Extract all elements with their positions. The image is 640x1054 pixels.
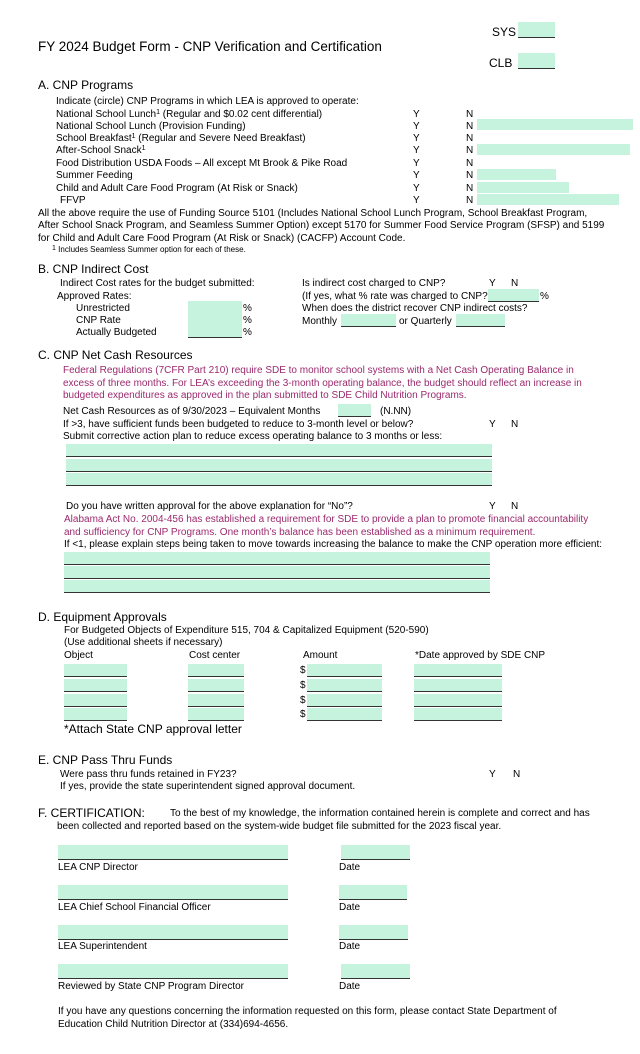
signature-cfo[interactable]	[58, 885, 288, 900]
footer-line-1: If you have any questions concerning the information requested on this form, please contact State Department of	[58, 1006, 557, 1017]
program-row-1: National School Lunch$^1$ (Regular and $0.02 cent differential)	[56, 109, 323, 120]
program-6-field[interactable]	[477, 169, 556, 180]
pass-thru-note: If yes, provide the state superintendent signed approval document.	[60, 781, 356, 792]
program-5-no[interactable]: N	[466, 158, 474, 169]
amount-field-4[interactable]	[307, 708, 382, 721]
program-row-7: Child and Adult Care Food Program (At Risk or Snack)	[56, 183, 298, 194]
section-b-heading: B. CNP Indirect Cost	[38, 262, 149, 276]
amount-field-3[interactable]	[307, 694, 382, 707]
rate-unrestricted-unit: %	[243, 303, 252, 314]
currency-1: $	[300, 665, 306, 676]
program-4-no[interactable]: N	[466, 145, 474, 156]
monthly-label: Monthly	[302, 316, 338, 327]
footer-line-2: Education Child Nutrition Director at (334)694-4656.	[58, 1019, 289, 1030]
date-label-4: Date	[339, 981, 361, 992]
page-title: FY 2024 Budget Form - CNP Verification and Certification	[38, 39, 382, 54]
indirect-q3: When does the district recover CNP indirect costs?	[302, 303, 528, 314]
gt3-no[interactable]: N	[511, 419, 519, 430]
clb-label: CLB	[489, 56, 513, 70]
lt1-plan-line-2[interactable]	[64, 566, 490, 579]
program-5-yes[interactable]: Y	[413, 158, 420, 169]
date-cfo[interactable]	[339, 885, 407, 900]
program-8-yes[interactable]: Y	[413, 195, 420, 206]
pass-thru-question: Were pass thru funds retained in FY23?	[60, 769, 237, 780]
act-notice-line-1: Alabama Act No. 2004-456 has established a requirement for SDE to provide a plan to promote financial accountability	[64, 514, 589, 525]
quarterly-label: or Quarterly	[399, 316, 452, 327]
pass-thru-no[interactable]: N	[513, 769, 521, 780]
certification-line-1: To the best of my knowledge, the information contained herein is complete and correct and has	[170, 808, 590, 819]
approval-no[interactable]: N	[511, 501, 519, 512]
cost-center-field-1[interactable]	[188, 664, 244, 677]
quarterly-field[interactable]	[456, 314, 505, 327]
net-cash-months-field[interactable]	[338, 404, 371, 417]
program-row-2: National School Lunch (Provision Funding)	[56, 121, 246, 132]
rate-budgeted-unit: %	[243, 327, 252, 338]
program-row-3: School Breakfast$^1$ (Regular and Severe Need Breakfast)	[56, 133, 306, 144]
program-7-no[interactable]: N	[466, 183, 474, 194]
funding-note-line-2: After School Snack Program, and Seamless Summer Option) except 5170 for Summer Food Service Program (SFSP) and 5199	[38, 220, 605, 231]
date-cnp-director[interactable]	[341, 845, 410, 860]
funding-note-line-1: All the above require the use of Funding Source 5101 (Includes National School Lunch Program, School Breakfast Program,	[38, 208, 588, 219]
sys-label: SYS	[492, 25, 517, 39]
corrective-plan-line-1[interactable]	[66, 444, 492, 457]
program-4-field[interactable]	[477, 144, 630, 155]
program-row-8: FFVP	[60, 195, 86, 206]
corrective-plan-line-3[interactable]	[66, 473, 492, 486]
lt1-plan-line-3[interactable]	[64, 580, 490, 593]
equipment-line-1: For Budgeted Objects of Expenditure 515, 704 & Capitalized Equipment (520-590)	[64, 625, 429, 636]
certification-line-2: been collected and reported based on the system-wide budget file submitted for the 2023 fiscal year.	[57, 821, 502, 832]
program-3-yes[interactable]: Y	[413, 133, 420, 144]
sig-label-cnp-director: LEA CNP Director	[58, 862, 138, 873]
section-f-heading: F. CERTIFICATION:	[38, 806, 145, 820]
program-1-yes[interactable]: Y	[413, 109, 420, 120]
date-field-4[interactable]	[414, 708, 502, 721]
cost-center-field-3[interactable]	[188, 694, 244, 707]
program-7-field[interactable]	[477, 182, 569, 193]
net-cash-label: Net Cash Resources as of 9/30/2023 – Equivalent Months	[63, 406, 321, 417]
program-6-no[interactable]: N	[466, 170, 474, 181]
currency-4: $	[300, 709, 306, 720]
program-8-no[interactable]: N	[466, 195, 474, 206]
indirect-intro: Indirect Cost rates for the budget submitted:	[60, 278, 255, 289]
object-field-2[interactable]	[64, 679, 127, 692]
date-field-2[interactable]	[414, 679, 502, 692]
program-2-no[interactable]: N	[466, 121, 474, 132]
date-field-3[interactable]	[414, 694, 502, 707]
program-2-yes[interactable]: Y	[413, 121, 420, 132]
corrective-plan-line-2[interactable]	[66, 459, 492, 472]
program-row-4: After-School Snack$^1$	[56, 145, 146, 156]
net-cash-format: (N.NN)	[380, 406, 412, 417]
date-label-3: Date	[339, 941, 361, 952]
indirect-q1-no[interactable]: N	[511, 278, 519, 289]
date-state-director[interactable]	[341, 964, 410, 979]
object-field-1[interactable]	[64, 664, 127, 677]
corrective-plan-label: Submit corrective action plan to reduce excess operating balance to 3 months or less:	[63, 431, 443, 442]
rate-budgeted-label: Actually Budgeted	[76, 327, 157, 338]
amount-field-1[interactable]	[307, 664, 382, 677]
date-superintendent[interactable]	[339, 925, 408, 940]
section-e-heading: E. CNP Pass Thru Funds	[38, 753, 173, 767]
program-3-no[interactable]: N	[466, 133, 474, 144]
clb-field[interactable]	[518, 53, 555, 69]
object-field-4[interactable]	[64, 708, 127, 721]
sys-field[interactable]	[518, 22, 555, 38]
section-a-heading: A. CNP Programs	[38, 78, 134, 92]
lt1-plan-line-1[interactable]	[64, 552, 490, 565]
indirect-q1-yes[interactable]: Y	[489, 278, 496, 289]
rate-cnp-unit: %	[243, 315, 252, 326]
section-d-heading: D. Equipment Approvals	[38, 610, 167, 624]
federal-notice-line-1: Federal Regulations (7CFR Part 210) require SDE to monitor school systems with a Net Cash Operating Balance in	[63, 365, 574, 376]
date-field-1[interactable]	[414, 664, 502, 677]
indirect-rate-field[interactable]	[488, 289, 539, 302]
signature-cnp-director[interactable]	[58, 845, 288, 860]
date-label-1: Date	[339, 862, 361, 873]
indirect-q1: Is indirect cost charged to CNP?	[302, 278, 446, 289]
approval-question: Do you have written approval for the above explanation for “No”?	[66, 501, 353, 512]
lt1-label: If <1, please explain steps being taken to move towards increasing the balance to make the CNP operation more efficient:	[64, 539, 603, 550]
sig-label-cfo: LEA Chief School Financial Officer	[58, 902, 211, 913]
funding-note-line-3: for Child and Adult Care Food Program (At Risk or Snack) (CACFP) Account Code.	[38, 233, 406, 244]
attach-note: *Attach State CNP approval letter	[64, 722, 242, 736]
date-label-2: Date	[339, 902, 361, 913]
signature-superintendent[interactable]	[58, 925, 288, 940]
rate-budgeted-field[interactable]	[188, 325, 242, 338]
section-a-intro: Indicate (circle) CNP Programs in which LEA is approved to operate:	[56, 96, 359, 107]
program-6-yes[interactable]: Y	[413, 170, 420, 181]
col-amount: Amount	[303, 650, 338, 661]
signature-state-director[interactable]	[58, 964, 288, 979]
cost-center-field-4[interactable]	[188, 708, 244, 721]
approval-yes[interactable]: Y	[489, 501, 496, 512]
object-field-3[interactable]	[64, 694, 127, 707]
gt3-question: If >3, have sufficient funds been budgeted to reduce to 3-month level or below?	[63, 419, 414, 430]
program-7-yes[interactable]: Y	[413, 183, 420, 194]
col-object: Object	[64, 650, 93, 661]
col-cost-center: Cost center	[189, 650, 241, 661]
approved-rates-label: Approved Rates:	[57, 291, 132, 302]
program-row-6: Summer Feeding	[56, 170, 133, 181]
gt3-yes[interactable]: Y	[489, 419, 496, 430]
amount-field-2[interactable]	[307, 679, 382, 692]
federal-notice-line-3: budgeted expenditures as approved in the plan submitted to SDE Child Nutrition Programs.	[63, 390, 467, 401]
footnote: 1 Includes Seamless Summer option for each of these.	[52, 245, 246, 254]
currency-3: $	[300, 695, 306, 706]
program-8-field[interactable]	[477, 194, 619, 205]
monthly-field[interactable]	[341, 314, 396, 327]
sig-label-superintendent: LEA Superintendent	[58, 941, 147, 952]
currency-2: $	[300, 680, 306, 691]
sig-label-state-director: Reviewed by State CNP Program Director	[58, 981, 244, 992]
rate-unrestricted-label: Unrestricted	[76, 303, 130, 314]
program-2-field[interactable]	[477, 119, 633, 130]
cost-center-field-2[interactable]	[188, 679, 244, 692]
indirect-q2: (If yes, what % rate was charged to CNP?	[302, 291, 488, 302]
rate-cnp-label: CNP Rate	[76, 315, 121, 326]
program-row-5: Food Distribution USDA Foods – All except Mt Brook & Pike Road	[56, 158, 348, 169]
section-c-heading: C. CNP Net Cash Resources	[38, 348, 193, 362]
equipment-line-2: (Use additional sheets if necessary)	[64, 637, 223, 648]
col-date: *Date approved by SDE CNP	[415, 650, 546, 661]
federal-notice-line-2: excess of three months. For LEA’s exceeding the 3-month operating balance, the budget should reflect an increase in	[63, 378, 582, 389]
pass-thru-yes[interactable]: Y	[489, 769, 496, 780]
program-1-no[interactable]: N	[466, 109, 474, 120]
act-notice-line-2: and sufficiency for CNP Programs. One month’s balance has been established as a minimum requirement.	[64, 527, 536, 538]
program-4-yes[interactable]: Y	[413, 145, 420, 156]
indirect-rate-unit: %	[540, 291, 549, 302]
